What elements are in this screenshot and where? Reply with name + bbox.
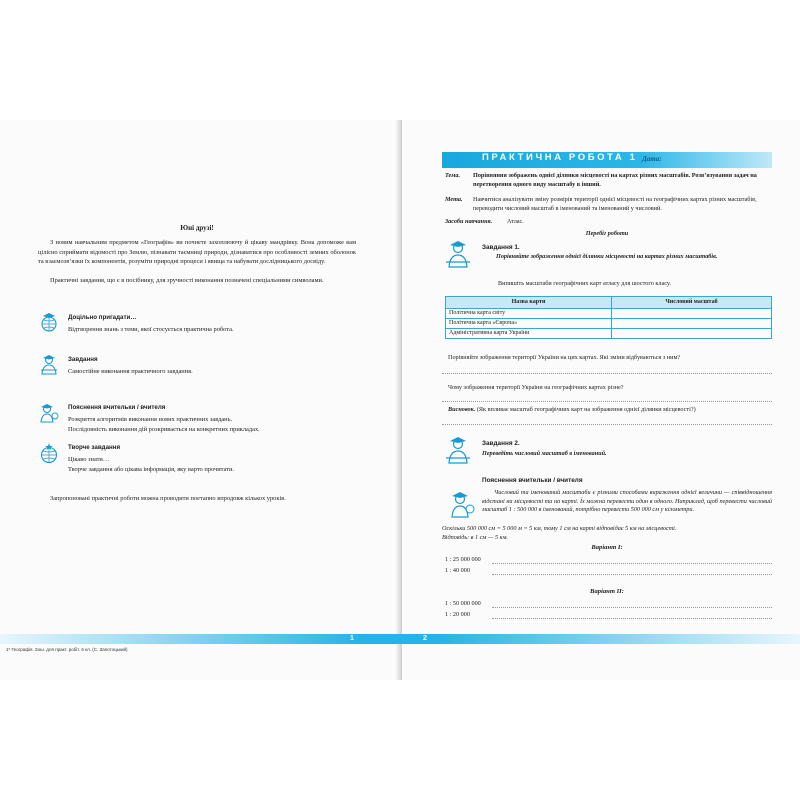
table-cell-map-name: Адміністративна карта України bbox=[446, 329, 612, 339]
practical-work-banner bbox=[442, 152, 772, 168]
answer-line[interactable] bbox=[442, 401, 772, 402]
banner-title: ПРАКТИЧНА РОБОТА 1 bbox=[482, 152, 638, 163]
variant-1-title: Варіант І: bbox=[591, 544, 623, 551]
student-at-desk-icon bbox=[38, 354, 60, 376]
table-row bbox=[446, 329, 772, 339]
globe-icon bbox=[38, 442, 60, 464]
conclusion-text: (Як впливає масштаб географічних карт на зображення однієї ділянки місцевості?) bbox=[476, 406, 696, 413]
task1-instruction: Випишіть масштаби географічних карт атласу для шостого класу. bbox=[498, 280, 671, 287]
goal-text: Навчитися аналізувати зміну розмірів території однієї місцевості на географічних картах різних масштабів, переводити числовий масштаб в іменований та іменований у числовий. bbox=[473, 196, 757, 212]
table-row bbox=[446, 309, 772, 319]
footer-bar bbox=[0, 634, 800, 644]
conclusion-row bbox=[448, 406, 772, 415]
explanation-text-2: Оскільки 500 000 см = 5 000 м = 5 км, тому 1 см на карті відповідає 5 км на місцевості. bbox=[442, 525, 677, 532]
answer-line[interactable] bbox=[492, 574, 772, 575]
globe-student-icon bbox=[38, 312, 60, 334]
symbol-task-title: Завдання bbox=[68, 356, 98, 363]
goal-label: Мета. bbox=[445, 196, 463, 203]
date-label: Дата: bbox=[642, 155, 662, 163]
variant-1-scale-2: 1 : 40 000 bbox=[445, 567, 470, 574]
left-page-intro: З новим навчальним предметом «Географія» ви почнете захоплюючу й цікаву мандрівку. Вона допоможе вам цілісно сприймати відомості про Землю, пізнавати таємниці природи, дізнаватися про особливості земних оболонок та взаємозв’язки їх компонентів, розуміти природні процеси і явища та набувати дослідницького досвіду. bbox=[38, 239, 356, 266]
answer-line[interactable] bbox=[492, 607, 772, 608]
table-cell-map-name: Політична карта світу bbox=[446, 309, 612, 319]
task2-text: Переведіть числовий масштаб в іменований. bbox=[482, 450, 607, 457]
explanation-text: Числовий та іменований масштаби є різними способами вираження однієї величини — співвідношення відстані на місцевості та на карті. Їх можна перевести один в одного. Наприклад, щоб перевести числовий масштаб 1 : 500 000 в іменований, потрібно перевести 500 000 см у кілометри. bbox=[482, 489, 772, 514]
right-page bbox=[402, 120, 800, 680]
teacher-explaining-icon bbox=[448, 490, 476, 520]
page-number-left: 1 bbox=[350, 635, 354, 642]
table-header-row bbox=[446, 297, 772, 309]
table-row bbox=[446, 319, 772, 329]
answer-line[interactable] bbox=[492, 563, 772, 564]
symbol-recall-text: Відтворення знань з теми, якої стосується практична робота. bbox=[68, 326, 234, 333]
theme-text: Порівняння зображень однієї ділянки місцевості на картах різних масштабів. Розв’язування задач на перетворення одного виду масштабу в інший. bbox=[473, 172, 757, 188]
variant-2-scale-2: 1 : 20 000 bbox=[445, 611, 470, 618]
left-page-final-note: Запропоновані практичні роботи можна проводити поетапно впродовж кількох уроків. bbox=[50, 495, 286, 502]
left-page bbox=[0, 120, 398, 680]
task2-title: Завдання 2. bbox=[482, 440, 520, 447]
book-spread bbox=[0, 120, 800, 680]
map-scales-table bbox=[445, 296, 772, 339]
table-header-map-name: Назва карти bbox=[446, 297, 612, 309]
table-cell-map-name: Політична карта «Європа» bbox=[446, 319, 612, 329]
symbol-explanation-text: Розкриття алгоритмів виконання нових практичних завдань. Послідовність виконання дій розкривається на конкретних прикладах. bbox=[68, 416, 260, 433]
explanation-title: Пояснення вчительки / вчителя bbox=[482, 477, 583, 484]
student-at-desk-icon bbox=[444, 436, 472, 466]
variant-2-title: Варіант ІІ: bbox=[590, 588, 624, 595]
table-cell-scale[interactable] bbox=[612, 329, 772, 339]
answer-line[interactable] bbox=[492, 618, 772, 619]
left-page-title: Юні друзі! bbox=[180, 224, 214, 232]
symbol-creative-text: Цікаво знати… Творче завдання або цікава інформація, яку варто прочитати. bbox=[68, 456, 234, 473]
teacher-explaining-icon bbox=[38, 402, 60, 424]
tools-text: Атлас. bbox=[507, 218, 524, 225]
question-1: Порівняйте зображення території України на цих картах. Які зміни відбуваються з ним? bbox=[448, 354, 681, 361]
table-header-scale: Числовий масштаб bbox=[612, 297, 772, 309]
task1-text: Порівняйте зображення однієї ділянки місцевості на картах різних масштабів. bbox=[496, 253, 718, 260]
page-number-right: 2 bbox=[423, 635, 427, 642]
task1-title: Завдання 1. bbox=[482, 244, 520, 251]
symbol-task-text: Самостійне виконання практичного завдання. bbox=[68, 368, 193, 375]
variant-2-scale-1: 1 : 50 000 000 bbox=[445, 600, 481, 607]
symbol-explanation-title: Пояснення вчительки / вчителя bbox=[68, 404, 166, 411]
table-cell-scale[interactable] bbox=[612, 309, 772, 319]
conclusion-label: Висновок. bbox=[448, 406, 476, 413]
variant-1-scale-1: 1 : 25 000 000 bbox=[445, 556, 481, 563]
progress-label: Перебіг роботи bbox=[585, 230, 629, 237]
question-2: Чому зображення території України на географічних картах різне? bbox=[448, 384, 624, 391]
symbol-recall-title: Доцільно пригадати… bbox=[68, 314, 137, 321]
theme-label: Тема. bbox=[445, 172, 461, 179]
table-cell-scale[interactable] bbox=[612, 319, 772, 329]
symbol-creative-title: Творче завдання bbox=[68, 444, 121, 451]
answer-line[interactable] bbox=[442, 373, 772, 374]
left-page-intro-symbols: Практичні завдання, що є в посібнику, для зручності виконання позначені спеціальними символами. bbox=[50, 277, 324, 284]
explanation-answer: Відповідь: в 1 см — 5 км. bbox=[442, 534, 508, 541]
answer-line[interactable] bbox=[442, 424, 772, 425]
imprint-text: 1* Географія. Зош. для практ. робіт. 6 кл. (С. Запотоцький) bbox=[6, 647, 128, 652]
tools-label: Засоби навчання. bbox=[445, 218, 493, 225]
student-at-desk-icon bbox=[444, 240, 472, 270]
